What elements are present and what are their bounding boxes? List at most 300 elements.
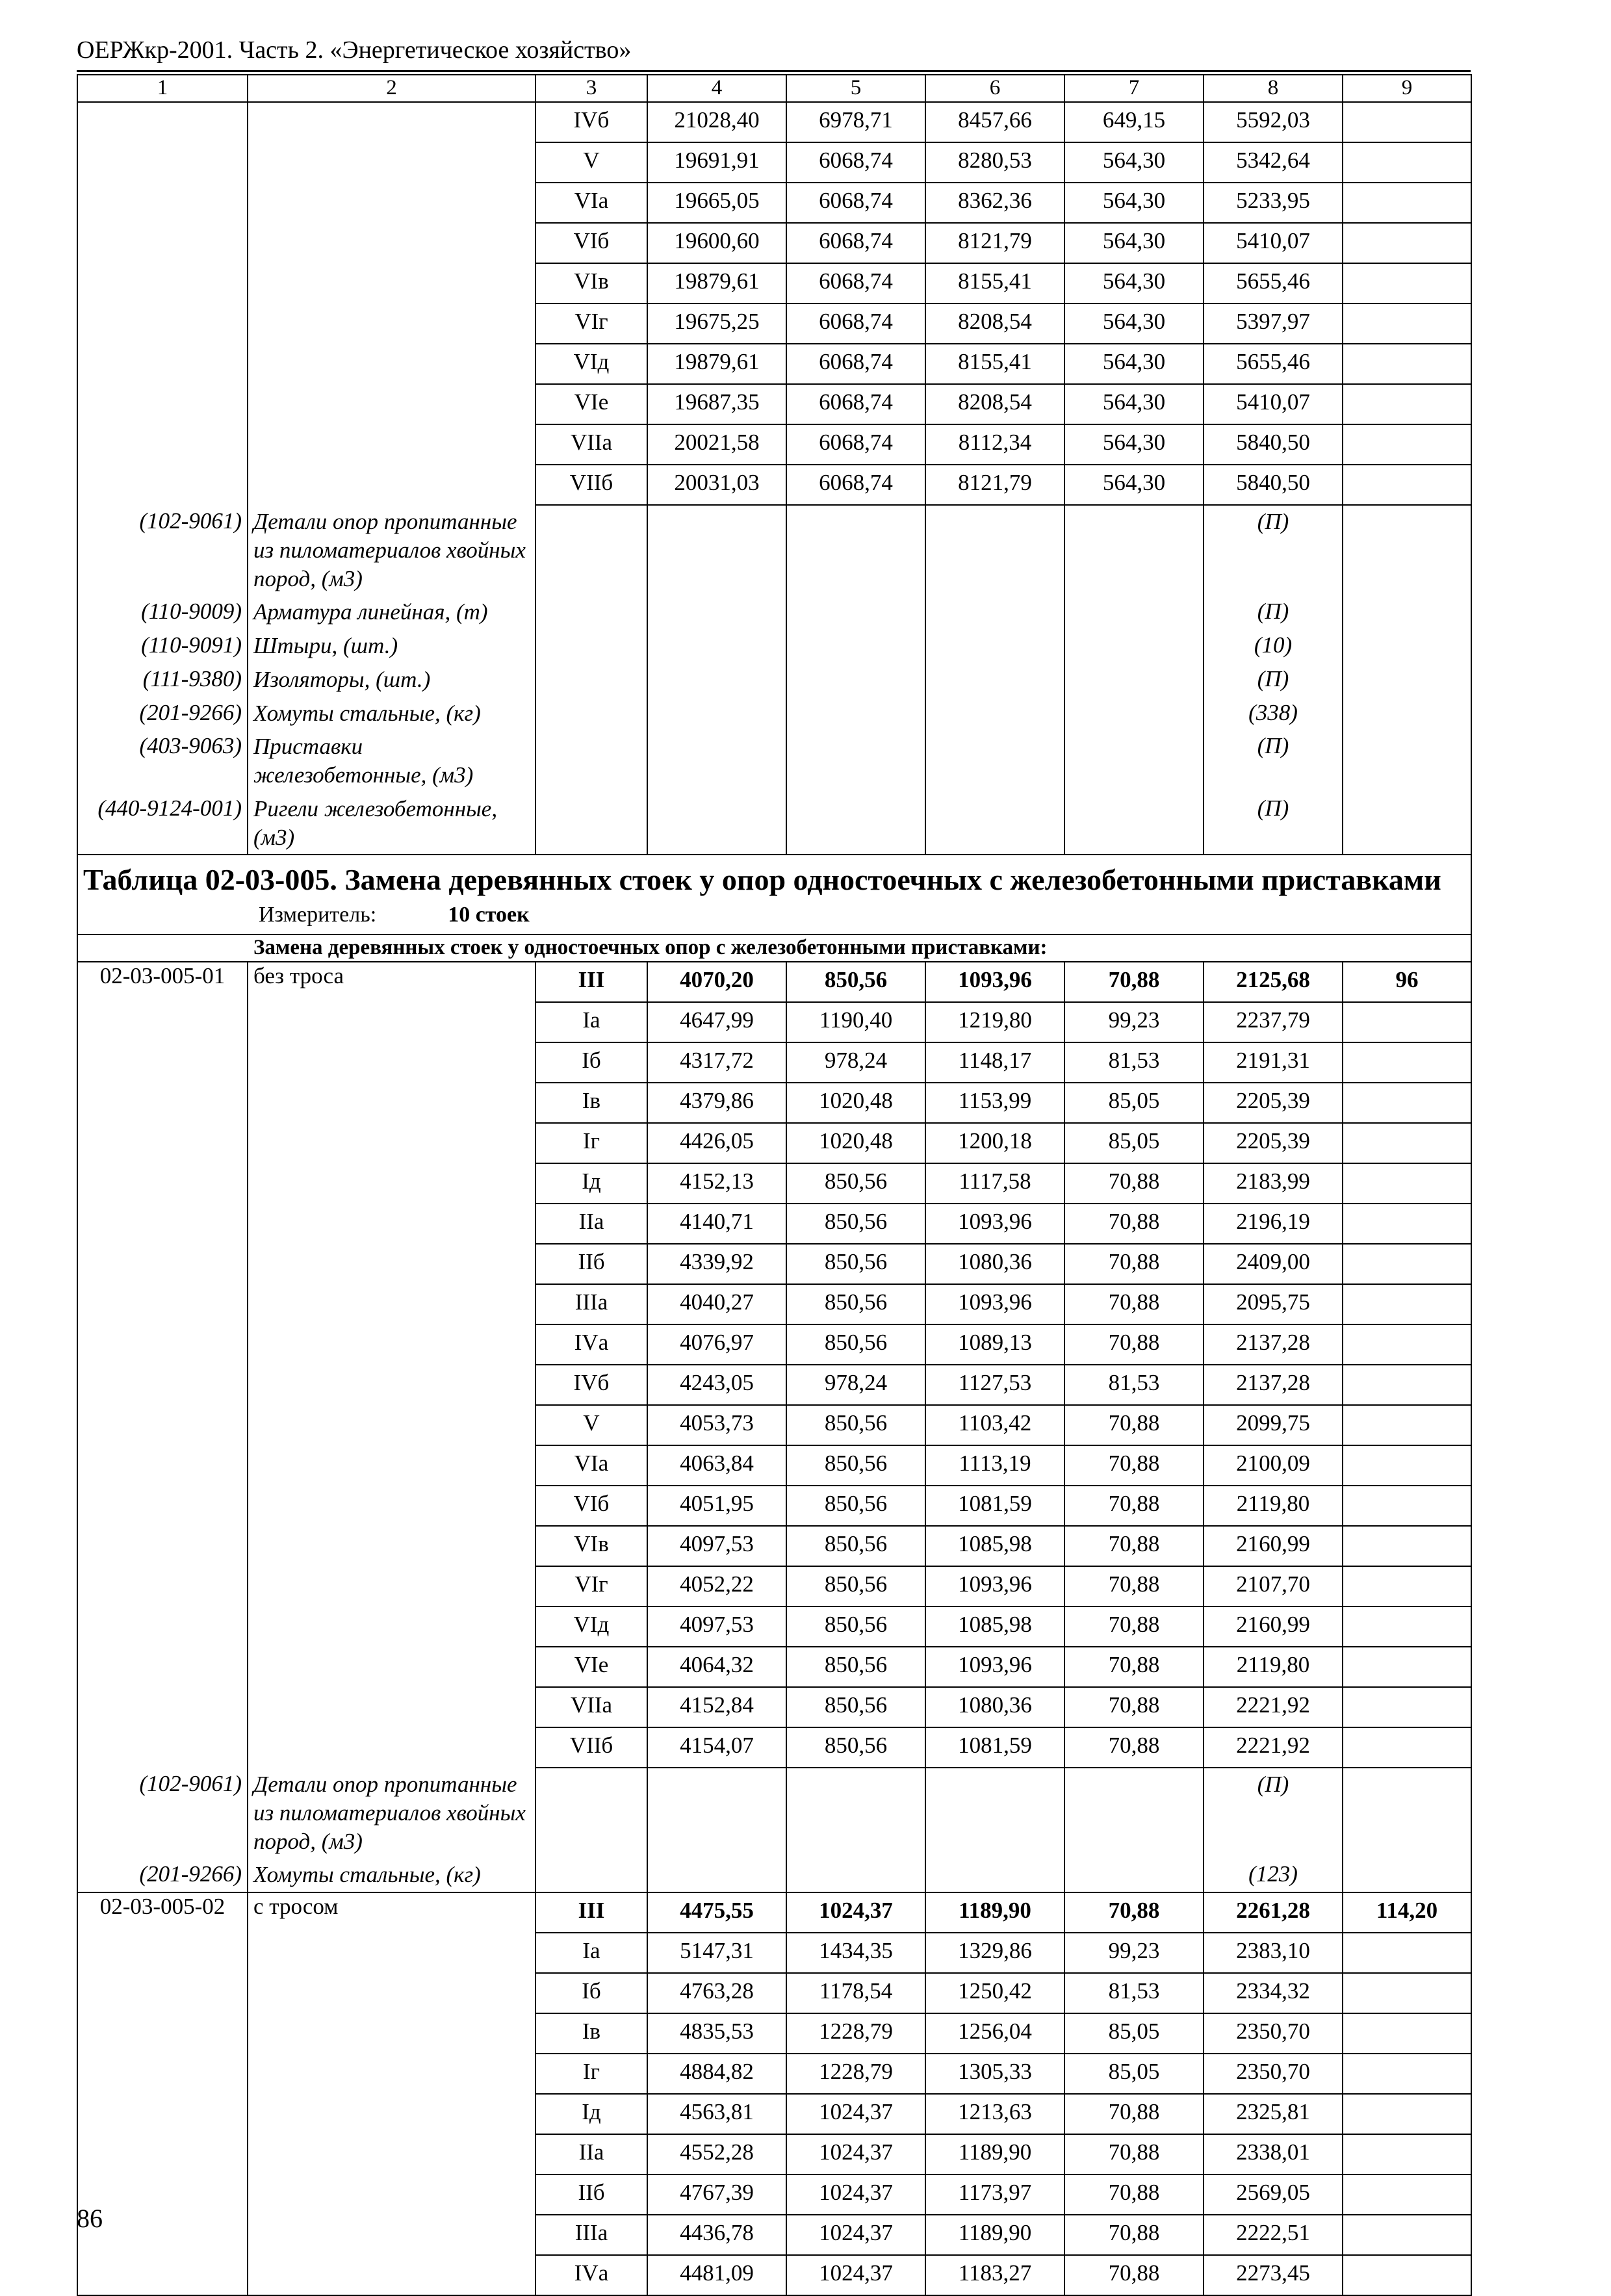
value-cell: 2261,28 (1204, 1892, 1343, 1933)
value-cell: 4884,82 (647, 2054, 786, 2094)
value-cell: 8121,79 (925, 223, 1064, 263)
value-cell: 1024,37 (786, 2215, 925, 2255)
value-cell: 6068,74 (786, 183, 925, 223)
col9-cell (1343, 465, 1471, 505)
value-cell: 850,56 (786, 1687, 925, 1727)
value-cell: 8208,54 (925, 384, 1064, 424)
value-cell: 4835,53 (647, 2013, 786, 2054)
table-row (77, 263, 1471, 303)
value-cell: 2205,39 (1204, 1123, 1343, 1163)
col9-cell (1343, 2013, 1471, 2054)
empty-cell (535, 792, 647, 855)
col9-cell (1343, 223, 1471, 263)
table-row (77, 1727, 1471, 1768)
table-row (77, 2013, 1471, 2054)
material-row (77, 697, 1471, 730)
empty-cell (786, 595, 925, 629)
value-cell: 1080,36 (925, 1244, 1064, 1284)
value-cell: 4563,81 (647, 2094, 786, 2134)
empty-cell (925, 663, 1064, 697)
zone-cell: III (535, 962, 647, 1002)
value-cell: 2221,92 (1204, 1687, 1343, 1727)
value-cell: 70,88 (1064, 1163, 1204, 1204)
column-header-row (77, 75, 1471, 102)
value-cell: 19675,25 (647, 303, 786, 344)
table-row (77, 1606, 1471, 1647)
value-cell: 70,88 (1064, 1445, 1204, 1486)
value-cell: 4076,97 (647, 1324, 786, 1365)
name-cell (248, 1244, 535, 1284)
col9-cell: 96 (1343, 962, 1471, 1002)
name-cell (248, 1606, 535, 1647)
value-cell: 1093,96 (925, 1647, 1064, 1687)
code-cell (77, 1244, 248, 1284)
empty-cell (786, 1768, 925, 1858)
material-code: (111-9380) (77, 663, 248, 697)
empty-cell (1064, 505, 1204, 595)
value-cell: 5397,97 (1204, 303, 1343, 344)
empty-cell (1064, 595, 1204, 629)
empty-cell (647, 1858, 786, 1892)
code-cell: 02-03-005-02 (77, 1892, 248, 1933)
value-cell: 6068,74 (786, 142, 925, 183)
name-cell (248, 1445, 535, 1486)
material-code: (110-9091) (77, 629, 248, 663)
code-cell (77, 2013, 248, 2054)
zone-cell: VIд (535, 1606, 647, 1647)
code-cell (77, 1002, 248, 1042)
value-cell: 4243,05 (647, 1365, 786, 1405)
col9-cell: 114,20 (1343, 1892, 1471, 1933)
value-cell: 4040,27 (647, 1284, 786, 1324)
zone-cell: IIа (535, 1204, 647, 1244)
value-cell: 1081,59 (925, 1486, 1064, 1526)
table-row (77, 424, 1471, 465)
column-header: 9 (1343, 75, 1471, 102)
column-header: 1 (77, 75, 248, 102)
value-cell: 4767,39 (647, 2174, 786, 2215)
value-cell: 2383,10 (1204, 1933, 1343, 1973)
value-cell: 70,88 (1064, 1606, 1204, 1647)
empty-cell (647, 697, 786, 730)
value-cell: 4763,28 (647, 1973, 786, 2013)
code-cell (77, 142, 248, 183)
material-name: Детали опор пропитанные из пиломатериалов хвойных пород, (м3) (248, 1768, 535, 1858)
zone-cell: IVб (535, 102, 647, 142)
zone-cell: Iг (535, 1123, 647, 1163)
value-cell: 2137,28 (1204, 1365, 1343, 1405)
value-cell: 5655,46 (1204, 344, 1343, 384)
value-cell: 1189,90 (925, 2215, 1064, 2255)
name-cell (248, 1324, 535, 1365)
value-cell: 70,88 (1064, 2174, 1204, 2215)
table-row (77, 303, 1471, 344)
value-cell: 978,24 (786, 1365, 925, 1405)
value-cell: 2119,80 (1204, 1486, 1343, 1526)
code-cell (77, 102, 248, 142)
material-name: Хомуты стальные, (кг) (248, 697, 535, 730)
code-cell (77, 1973, 248, 2013)
empty-cell (1343, 730, 1471, 792)
value-cell: 564,30 (1064, 223, 1204, 263)
value-cell: 850,56 (786, 1445, 925, 1486)
name-cell (248, 102, 535, 142)
value-cell: 1024,37 (786, 1892, 925, 1933)
code-cell (77, 303, 248, 344)
empty-cell (647, 792, 786, 855)
value-cell: 8208,54 (925, 303, 1064, 344)
table-row (77, 1324, 1471, 1365)
empty-cell (1064, 1768, 1204, 1858)
zone-cell: VIд (535, 344, 647, 384)
table-row (77, 1486, 1471, 1526)
value-cell: 850,56 (786, 1526, 925, 1566)
value-cell: 564,30 (1064, 183, 1204, 223)
table-row (77, 223, 1471, 263)
col9-cell (1343, 1163, 1471, 1204)
value-cell: 19691,91 (647, 142, 786, 183)
zone-cell: VIв (535, 263, 647, 303)
value-cell: 70,88 (1064, 1566, 1204, 1606)
table-title-cell (77, 855, 1471, 935)
value-cell: 19879,61 (647, 263, 786, 303)
value-cell: 5655,46 (1204, 263, 1343, 303)
value-cell: 4426,05 (647, 1123, 786, 1163)
empty-cell (786, 663, 925, 697)
code-cell (77, 1606, 248, 1647)
code-cell (77, 2174, 248, 2215)
zone-cell: VIе (535, 384, 647, 424)
value-cell: 2160,99 (1204, 1526, 1343, 1566)
value-cell: 99,23 (1064, 1002, 1204, 1042)
name-cell (248, 263, 535, 303)
name-cell (248, 1973, 535, 2013)
value-cell: 70,88 (1064, 1687, 1204, 1727)
col9-cell (1343, 303, 1471, 344)
material-name: Арматура линейная, (т) (248, 595, 535, 629)
code-cell (77, 1365, 248, 1405)
value-cell: 5840,50 (1204, 424, 1343, 465)
empty-cell (786, 697, 925, 730)
table-row (77, 1042, 1471, 1083)
code-cell (77, 344, 248, 384)
value-cell: 2095,75 (1204, 1284, 1343, 1324)
value-cell: 1093,96 (925, 1284, 1064, 1324)
col9-cell (1343, 1687, 1471, 1727)
value-cell: 1305,33 (925, 2054, 1064, 2094)
value-cell: 1093,96 (925, 962, 1064, 1002)
name-cell (248, 424, 535, 465)
code-cell (77, 223, 248, 263)
code-cell (77, 1042, 248, 1083)
value-cell: 2325,81 (1204, 2094, 1343, 2134)
zone-cell: VIIб (535, 465, 647, 505)
value-cell: 1089,13 (925, 1324, 1064, 1365)
measure-label: Измеритель: (259, 903, 377, 927)
code-cell (77, 1083, 248, 1123)
value-cell: 6978,71 (786, 102, 925, 142)
code-cell (77, 384, 248, 424)
value-cell: 8112,34 (925, 424, 1064, 465)
col9-cell (1343, 1324, 1471, 1365)
material-row (77, 663, 1471, 697)
value-cell: 2183,99 (1204, 1163, 1343, 1204)
table-row (77, 142, 1471, 183)
value-cell: 1189,90 (925, 1892, 1064, 1933)
value-cell: 2100,09 (1204, 1445, 1343, 1486)
value-cell: 4097,53 (647, 1526, 786, 1566)
value-cell: 8155,41 (925, 344, 1064, 384)
material-qty: (П) (1204, 505, 1343, 595)
value-cell: 2221,92 (1204, 1727, 1343, 1768)
material-row (77, 730, 1471, 792)
code-cell (77, 465, 248, 505)
code-cell (77, 1526, 248, 1566)
code-cell: 02-03-005-01 (77, 962, 248, 1002)
value-cell: 4152,84 (647, 1687, 786, 1727)
value-cell: 1080,36 (925, 1687, 1064, 1727)
col9-cell (1343, 1486, 1471, 1526)
value-cell: 4379,86 (647, 1083, 786, 1123)
empty-cell (1064, 629, 1204, 663)
value-cell: 1183,27 (925, 2255, 1064, 2295)
table-row (77, 1284, 1471, 1324)
col9-cell (1343, 1284, 1471, 1324)
value-cell: 8155,41 (925, 263, 1064, 303)
col9-cell (1343, 1204, 1471, 1244)
zone-cell: VIб (535, 223, 647, 263)
value-cell: 2160,99 (1204, 1606, 1343, 1647)
page-header: ОЕРЖкр-2001. Часть 2. «Энергетическое хозяйство» (77, 36, 632, 64)
empty-cell (925, 697, 1064, 730)
code-cell (77, 263, 248, 303)
col9-cell (1343, 1647, 1471, 1687)
value-cell: 70,88 (1064, 1892, 1204, 1933)
value-cell: 5840,50 (1204, 465, 1343, 505)
code-cell (77, 2215, 248, 2255)
empty-cell (1343, 1768, 1471, 1858)
table-row (77, 1405, 1471, 1445)
material-code: (102-9061) (77, 1768, 248, 1858)
value-cell: 6068,74 (786, 384, 925, 424)
price-table (77, 74, 1472, 2296)
name-cell (248, 1083, 535, 1123)
name-cell (248, 1405, 535, 1445)
value-cell: 4070,20 (647, 962, 786, 1002)
value-cell: 1103,42 (925, 1405, 1064, 1445)
name-cell (248, 142, 535, 183)
value-cell: 2137,28 (1204, 1324, 1343, 1365)
zone-cell: VIIа (535, 1687, 647, 1727)
empty-cell (535, 505, 647, 595)
code-cell (77, 1284, 248, 1324)
material-row (77, 1858, 1471, 1892)
table-row (77, 465, 1471, 505)
code-cell (77, 1324, 248, 1365)
material-code: (403-9063) (77, 730, 248, 792)
material-row (77, 792, 1471, 855)
empty-cell (535, 730, 647, 792)
zone-cell: Iб (535, 1973, 647, 2013)
value-cell: 1024,37 (786, 2134, 925, 2174)
empty-cell (786, 1858, 925, 1892)
col9-cell (1343, 1727, 1471, 1768)
column-header: 6 (925, 75, 1064, 102)
value-cell: 4475,55 (647, 1892, 786, 1933)
value-cell: 850,56 (786, 1324, 925, 1365)
value-cell: 20021,58 (647, 424, 786, 465)
empty-cell (1064, 792, 1204, 855)
value-cell: 850,56 (786, 1163, 925, 1204)
value-cell: 1256,04 (925, 2013, 1064, 2054)
value-cell: 70,88 (1064, 1727, 1204, 1768)
name-cell: с тросом (248, 1892, 535, 1933)
value-cell: 21028,40 (647, 102, 786, 142)
empty-cell (647, 629, 786, 663)
value-cell: 20031,03 (647, 465, 786, 505)
zone-cell: VIа (535, 183, 647, 223)
value-cell: 8457,66 (925, 102, 1064, 142)
col9-cell (1343, 1083, 1471, 1123)
value-cell: 850,56 (786, 1606, 925, 1647)
empty-cell (1343, 505, 1471, 595)
name-cell (248, 223, 535, 263)
zone-cell: III (535, 1892, 647, 1933)
material-code: (102-9061) (77, 505, 248, 595)
empty-cell (1343, 792, 1471, 855)
material-code: (110-9009) (77, 595, 248, 629)
value-cell: 1148,17 (925, 1042, 1064, 1083)
value-cell: 1189,90 (925, 2134, 1064, 2174)
empty-cell (535, 663, 647, 697)
value-cell: 1329,86 (925, 1933, 1064, 1973)
col9-cell (1343, 384, 1471, 424)
col9-cell (1343, 2215, 1471, 2255)
value-cell: 1020,48 (786, 1083, 925, 1123)
code-cell (77, 1204, 248, 1244)
zone-cell: IIб (535, 1244, 647, 1284)
name-cell (248, 1486, 535, 1526)
empty-cell (925, 629, 1064, 663)
code-cell (77, 2054, 248, 2094)
value-cell: 5410,07 (1204, 223, 1343, 263)
material-code: (440-9124-001) (77, 792, 248, 855)
material-name: Ригели железобетонные, (м3) (248, 792, 535, 855)
value-cell: 1020,48 (786, 1123, 925, 1163)
zone-cell: Iа (535, 1933, 647, 1973)
value-cell: 2222,51 (1204, 2215, 1343, 2255)
value-cell: 8280,53 (925, 142, 1064, 183)
material-row (77, 1768, 1471, 1858)
empty-cell (925, 730, 1064, 792)
value-cell: 6068,74 (786, 263, 925, 303)
name-cell (248, 2215, 535, 2255)
value-cell: 81,53 (1064, 1042, 1204, 1083)
empty-cell (1064, 663, 1204, 697)
value-cell: 649,15 (1064, 102, 1204, 142)
column-header: 2 (248, 75, 535, 102)
value-cell: 81,53 (1064, 1365, 1204, 1405)
table-title: Таблица 02-03-005. Замена деревянных стоек у опор одностоечных с железобетонными приставками (83, 863, 1441, 897)
value-cell: 8362,36 (925, 183, 1064, 223)
value-cell: 4063,84 (647, 1445, 786, 1486)
code-cell (77, 424, 248, 465)
value-cell: 6068,74 (786, 424, 925, 465)
value-cell: 19665,05 (647, 183, 786, 223)
empty-cell (1064, 697, 1204, 730)
value-cell: 2409,00 (1204, 1244, 1343, 1284)
value-cell: 2191,31 (1204, 1042, 1343, 1083)
column-header: 5 (786, 75, 925, 102)
empty-cell (786, 505, 925, 595)
zone-cell: Iа (535, 1002, 647, 1042)
table-row (77, 1244, 1471, 1284)
name-cell (248, 1204, 535, 1244)
zone-cell: VIа (535, 1445, 647, 1486)
value-cell: 5233,95 (1204, 183, 1343, 223)
value-cell: 1173,97 (925, 2174, 1064, 2215)
column-header: 3 (535, 75, 647, 102)
code-cell (77, 1727, 248, 1768)
value-cell: 19600,60 (647, 223, 786, 263)
zone-cell: V (535, 1405, 647, 1445)
material-qty: (123) (1204, 1858, 1343, 1892)
empty-cell (786, 629, 925, 663)
value-cell: 70,88 (1064, 1486, 1204, 1526)
material-qty: (П) (1204, 1768, 1343, 1858)
empty-cell (1343, 629, 1471, 663)
value-cell: 564,30 (1064, 424, 1204, 465)
table-row (77, 1083, 1471, 1123)
value-cell: 2273,45 (1204, 2255, 1343, 2295)
table-row (77, 1687, 1471, 1727)
value-cell: 70,88 (1064, 1324, 1204, 1365)
material-row (77, 505, 1471, 595)
value-cell: 4097,53 (647, 1606, 786, 1647)
name-cell (248, 1647, 535, 1687)
value-cell: 564,30 (1064, 465, 1204, 505)
column-header: 8 (1204, 75, 1343, 102)
empty-cell (1343, 1858, 1471, 1892)
value-cell: 70,88 (1064, 1284, 1204, 1324)
value-cell: 4552,28 (647, 2134, 786, 2174)
zone-cell: Iд (535, 2094, 647, 2134)
name-cell (248, 2134, 535, 2174)
empty-cell (647, 663, 786, 697)
value-cell: 6068,74 (786, 303, 925, 344)
value-cell: 85,05 (1064, 1123, 1204, 1163)
table-row (77, 1892, 1471, 1933)
measure (259, 902, 1465, 929)
header-rule (77, 70, 1471, 72)
value-cell: 1434,35 (786, 1933, 925, 1973)
column-header: 7 (1064, 75, 1204, 102)
table-row (77, 2174, 1471, 2215)
zone-cell: IVб (535, 1365, 647, 1405)
name-cell: без троса (248, 962, 535, 1002)
value-cell: 4436,78 (647, 2215, 786, 2255)
col9-cell (1343, 263, 1471, 303)
empty-cell (1064, 1858, 1204, 1892)
empty-cell (647, 1768, 786, 1858)
value-cell: 85,05 (1064, 2054, 1204, 2094)
value-cell: 5410,07 (1204, 384, 1343, 424)
zone-cell: Iв (535, 2013, 647, 2054)
col9-cell (1343, 2255, 1471, 2295)
value-cell: 70,88 (1064, 2094, 1204, 2134)
empty-cell (786, 792, 925, 855)
value-cell: 1153,99 (925, 1083, 1064, 1123)
